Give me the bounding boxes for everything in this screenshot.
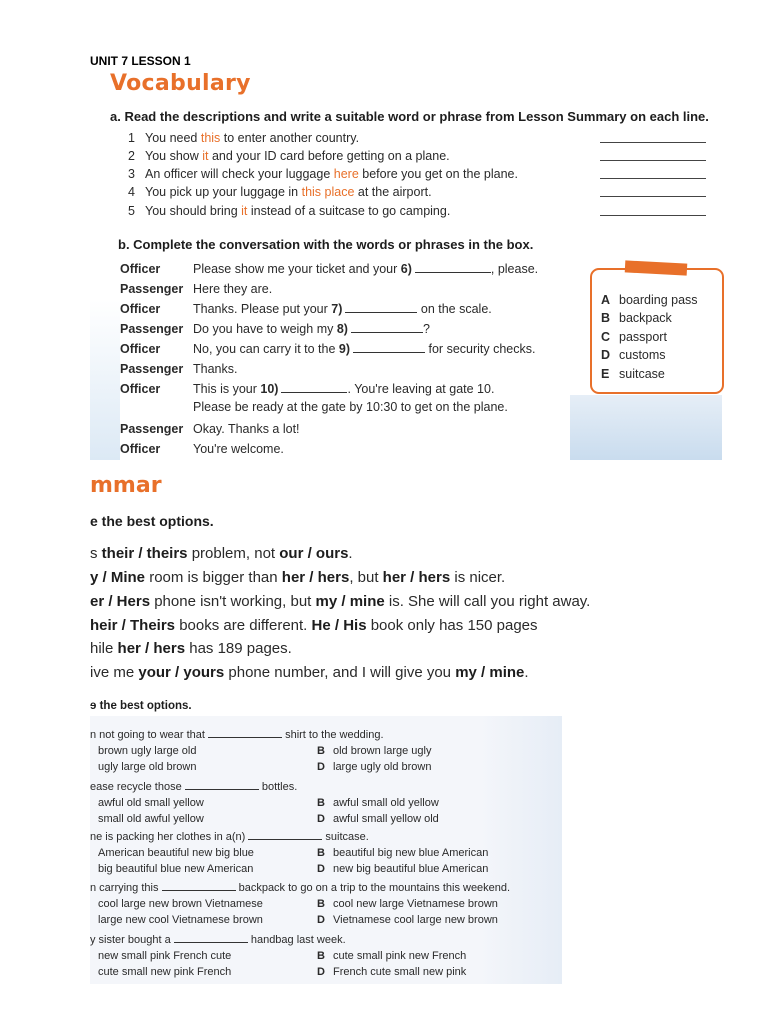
option-text: small old awful yellow bbox=[98, 813, 204, 825]
question-text-pre: n not going to wear that bbox=[90, 729, 209, 741]
item-text-pre: You need bbox=[145, 131, 201, 145]
sentence-text: problem, not bbox=[187, 545, 280, 562]
conversation-line bbox=[120, 262, 538, 276]
item-text-pre: You show bbox=[145, 149, 203, 163]
line-text-pre: You're welcome. bbox=[193, 442, 284, 456]
option-text: new big beautiful blue American bbox=[333, 863, 489, 875]
option-text: cool new large Vietnamese brown bbox=[333, 898, 498, 910]
item-text-pre: You pick up your luggage in bbox=[145, 185, 302, 199]
sentence-text: has 189 pages. bbox=[185, 640, 292, 657]
item-text-post: to enter another country. bbox=[220, 131, 360, 145]
answer-option[interactable] bbox=[98, 761, 196, 773]
option-text: American beautiful new big blue bbox=[98, 847, 254, 859]
sentence-text: room is bigger than bbox=[145, 569, 282, 586]
grammar-sentence bbox=[90, 569, 505, 586]
option-choice[interactable]: er / Hers bbox=[90, 593, 151, 610]
unit-heading: UNIT 7 LESSON 1 bbox=[90, 54, 191, 68]
word-box-item bbox=[601, 311, 672, 325]
option-letter: C bbox=[601, 330, 611, 344]
answer-option[interactable] bbox=[317, 914, 498, 926]
conversation-line bbox=[120, 362, 237, 376]
sentence-text: books are different. bbox=[175, 617, 312, 634]
item-text-post: before you get on the plane. bbox=[358, 167, 518, 181]
item-text-pre: An officer will check your luggage bbox=[145, 167, 334, 181]
speaker-name: Officer bbox=[120, 302, 161, 316]
sentence-text: book only has 150 pages bbox=[366, 617, 538, 634]
answer-option[interactable] bbox=[98, 813, 204, 825]
word-box-item bbox=[601, 348, 666, 362]
answer-option[interactable] bbox=[98, 966, 231, 978]
blank-number: 8) bbox=[336, 322, 348, 336]
question-text-pre: n carrying this bbox=[90, 882, 162, 894]
answer-option[interactable] bbox=[98, 797, 204, 809]
word-box-item bbox=[601, 367, 665, 381]
option-text: backpack bbox=[619, 311, 672, 325]
option-letter: D bbox=[317, 813, 325, 825]
item-highlight: it bbox=[202, 149, 209, 163]
exercise-background-fade bbox=[480, 716, 562, 984]
blank-number: 9) bbox=[338, 342, 351, 356]
line-text-post: on the scale. bbox=[417, 302, 492, 316]
question-text-post: handbag last week. bbox=[247, 934, 346, 946]
option-text: French cute small new pink bbox=[333, 966, 467, 978]
sentence-text: ive me bbox=[90, 664, 139, 681]
answer-blank[interactable] bbox=[353, 342, 425, 353]
answer-line[interactable] bbox=[600, 196, 706, 197]
conversation-line bbox=[120, 322, 430, 336]
grammar-sentence bbox=[90, 664, 529, 681]
item-text-post: and your ID card before getting on a plane. bbox=[208, 149, 450, 163]
option-choice[interactable]: my / mine bbox=[315, 593, 385, 610]
option-choice[interactable]: her / hers bbox=[281, 569, 350, 586]
option-text: boarding pass bbox=[619, 293, 698, 307]
grammar-sentence bbox=[90, 640, 292, 657]
option-choice[interactable]: my / mine bbox=[455, 664, 525, 681]
option-choice[interactable]: heir / Theirs bbox=[90, 617, 176, 634]
question-stem bbox=[90, 781, 297, 793]
description-item bbox=[128, 204, 450, 218]
answer-option[interactable] bbox=[317, 898, 498, 910]
answer-option[interactable] bbox=[98, 950, 231, 962]
option-text: cool large new brown Vietnamese bbox=[98, 898, 263, 910]
question-text-post: shirt to the wedding. bbox=[282, 729, 384, 741]
option-text: cute small new pink French bbox=[98, 966, 232, 978]
blank-number: 7) bbox=[331, 302, 343, 316]
question-stem bbox=[90, 934, 346, 946]
option-choice[interactable]: their / theirs bbox=[101, 545, 188, 562]
exercise3-title-text: the best options. bbox=[99, 700, 192, 712]
sentence-text: phone number, and I will give you bbox=[224, 664, 456, 681]
option-choice[interactable]: He / His bbox=[311, 617, 367, 634]
speaker-name: Passenger bbox=[120, 282, 184, 296]
answer-option[interactable] bbox=[317, 813, 439, 825]
line-text-pre: Please show me your ticket and your bbox=[193, 262, 401, 276]
option-text: brown ugly large old bbox=[98, 745, 197, 757]
exercise3-instruction bbox=[90, 700, 192, 712]
sentence-text: phone isn't working, but bbox=[150, 593, 316, 610]
option-text: ugly large old brown bbox=[98, 761, 197, 773]
speaker-name: Officer bbox=[120, 382, 161, 396]
question-text-post: suitcase. bbox=[322, 831, 369, 843]
option-letter: B bbox=[317, 797, 325, 809]
option-letter: B bbox=[317, 745, 325, 757]
conversation-line bbox=[120, 400, 508, 414]
background-photo-fragment bbox=[570, 395, 722, 460]
option-letter: B bbox=[317, 898, 325, 910]
option-text: passport bbox=[619, 330, 667, 344]
option-text: customs bbox=[619, 348, 666, 362]
description-item bbox=[128, 149, 450, 163]
answer-option[interactable] bbox=[317, 966, 466, 978]
option-choice[interactable]: your / yours bbox=[138, 664, 225, 681]
option-choice[interactable]: Mine bbox=[110, 569, 146, 586]
item-number: 1 bbox=[128, 131, 135, 145]
description-item bbox=[128, 185, 432, 199]
option-letter: D bbox=[317, 863, 325, 875]
line-text-pre: Thanks. Please put your bbox=[193, 302, 332, 316]
conversation-line bbox=[120, 442, 284, 456]
question-stem bbox=[90, 831, 369, 843]
item-highlight: here bbox=[333, 167, 359, 181]
answer-blank[interactable] bbox=[281, 382, 347, 393]
line-text-post: . You're leaving at gate 10. bbox=[347, 382, 495, 396]
option-text: beautiful big new blue American bbox=[333, 847, 489, 859]
sentence-text: s bbox=[90, 545, 102, 562]
line-text-pre: This is your bbox=[193, 382, 261, 396]
description-item bbox=[128, 131, 359, 145]
line-text-pre: No, you can carry it to the bbox=[193, 342, 339, 356]
option-letter: D bbox=[601, 348, 611, 362]
exercise3-bullet: ɘ bbox=[90, 700, 100, 712]
item-number: 2 bbox=[128, 149, 135, 163]
line-text-pre: Please be ready at the gate by 10:30 to get on the plane. bbox=[193, 400, 508, 414]
conversation-line bbox=[120, 422, 300, 436]
blank-number: 10) bbox=[260, 382, 279, 396]
sentence-text: is. She will call you right away. bbox=[384, 593, 591, 610]
line-text-pre: Do you have to weigh my bbox=[193, 322, 337, 336]
answer-option[interactable] bbox=[317, 950, 466, 962]
answer-option[interactable] bbox=[317, 863, 488, 875]
grammar-sentence bbox=[90, 545, 353, 562]
sentence-text: , but bbox=[349, 569, 383, 586]
description-item bbox=[128, 167, 518, 181]
option-choice[interactable]: her / hers bbox=[117, 640, 186, 657]
question-text-pre: ease recycle those bbox=[90, 781, 185, 793]
conversation-line bbox=[120, 342, 535, 356]
option-letter: A bbox=[601, 293, 611, 307]
option-text: suitcase bbox=[619, 367, 665, 381]
conversation-line bbox=[120, 282, 272, 296]
answer-line[interactable] bbox=[600, 142, 706, 143]
background-strip bbox=[90, 300, 120, 460]
answer-option[interactable] bbox=[98, 914, 263, 926]
option-text: new small pink French cute bbox=[98, 950, 232, 962]
item-text-post: instead of a suitcase to go camping. bbox=[247, 204, 451, 218]
answer-blank[interactable] bbox=[174, 934, 248, 943]
section-b-instruction: b. Complete the conversation with the words or phrases in the box. bbox=[118, 237, 534, 252]
question-text-post: backpack to go on a trip to the mountains this weekend. bbox=[235, 882, 511, 894]
speaker-name: Officer bbox=[120, 342, 161, 356]
item-text-post: at the airport. bbox=[354, 185, 432, 199]
answer-blank[interactable] bbox=[162, 882, 236, 891]
conversation-line bbox=[120, 302, 492, 316]
answer-option[interactable] bbox=[98, 745, 196, 757]
answer-option[interactable] bbox=[98, 863, 253, 875]
answer-line[interactable] bbox=[600, 160, 706, 161]
speaker-name: Officer bbox=[120, 262, 161, 276]
option-text: large new cool Vietnamese brown bbox=[98, 914, 263, 926]
option-text: large ugly old brown bbox=[333, 761, 432, 773]
answer-option[interactable] bbox=[317, 847, 488, 859]
option-choice[interactable]: our / ours bbox=[279, 545, 349, 562]
item-number: 4 bbox=[128, 185, 135, 199]
question-stem bbox=[90, 882, 510, 894]
option-letter: B bbox=[317, 950, 325, 962]
answer-line[interactable] bbox=[600, 215, 706, 216]
answer-option[interactable] bbox=[98, 898, 263, 910]
speaker-name: Passenger bbox=[120, 322, 184, 336]
option-letter: D bbox=[317, 966, 325, 978]
blank-number: 6) bbox=[400, 262, 412, 276]
item-number: 3 bbox=[128, 167, 135, 181]
question-text-post: bottles. bbox=[258, 781, 298, 793]
line-text-pre: Here they are. bbox=[193, 282, 273, 296]
option-letter: D bbox=[317, 761, 325, 773]
answer-blank[interactable] bbox=[351, 322, 423, 333]
line-text-post: for security checks. bbox=[425, 342, 536, 356]
speaker-name: Officer bbox=[120, 442, 161, 456]
item-highlight: it bbox=[241, 204, 248, 218]
answer-blank[interactable] bbox=[248, 831, 322, 840]
section-a-instruction: a. Read the descriptions and write a suitable word or phrase from Lesson Summary on each line. bbox=[110, 109, 709, 124]
option-text: awful small old yellow bbox=[333, 797, 439, 809]
answer-line[interactable] bbox=[600, 178, 706, 179]
vocabulary-title: Vocabulary bbox=[110, 71, 251, 96]
sentence-text: hile bbox=[90, 640, 118, 657]
grammar-sentence bbox=[90, 593, 590, 610]
item-text-pre: You should bring bbox=[145, 204, 242, 218]
question-text-pre: ne is packing her clothes in a(n) bbox=[90, 831, 249, 843]
option-choice[interactable]: y / bbox=[90, 569, 111, 586]
line-text-post: , please. bbox=[490, 262, 539, 276]
option-text: Vietnamese cool large new brown bbox=[333, 914, 498, 926]
sentence-text: is nicer. bbox=[450, 569, 506, 586]
speaker-name: Passenger bbox=[120, 422, 184, 436]
conversation-line bbox=[120, 382, 494, 396]
answer-option[interactable] bbox=[98, 847, 254, 859]
speaker-name: Passenger bbox=[120, 362, 184, 376]
option-text: old brown large ugly bbox=[333, 745, 432, 757]
line-text-pre: Okay. Thanks a lot! bbox=[193, 422, 300, 436]
question-text-pre: y sister bought a bbox=[90, 934, 174, 946]
item-highlight: this bbox=[200, 131, 221, 145]
answer-blank[interactable] bbox=[345, 302, 417, 313]
option-text: cute small pink new French bbox=[333, 950, 467, 962]
answer-blank[interactable] bbox=[415, 262, 491, 273]
answer-option[interactable] bbox=[317, 761, 431, 773]
word-box-item bbox=[601, 293, 698, 307]
answer-blank[interactable] bbox=[185, 781, 259, 790]
option-text: big beautiful blue new American bbox=[98, 863, 254, 875]
item-number: 5 bbox=[128, 204, 135, 218]
option-choice[interactable]: her / hers bbox=[382, 569, 451, 586]
option-letter: E bbox=[601, 367, 610, 381]
answer-option[interactable] bbox=[317, 745, 431, 757]
answer-option[interactable] bbox=[317, 797, 439, 809]
option-letter: B bbox=[601, 311, 611, 325]
option-text: awful small yellow old bbox=[333, 813, 439, 825]
item-highlight: this place bbox=[301, 185, 355, 199]
sentence-text: . bbox=[524, 664, 529, 681]
grammar-sentence bbox=[90, 617, 538, 634]
answer-blank[interactable] bbox=[208, 729, 282, 738]
sentence-text: . bbox=[348, 545, 353, 562]
option-letter: B bbox=[317, 847, 325, 859]
option-text: awful old small yellow bbox=[98, 797, 204, 809]
option-letter: D bbox=[317, 914, 325, 926]
grammar-title: mmar bbox=[90, 473, 162, 498]
question-stem bbox=[90, 729, 384, 741]
line-text-post: ? bbox=[422, 322, 430, 336]
grammar-instruction: e the best options. bbox=[90, 513, 214, 529]
word-box-item bbox=[601, 330, 667, 344]
line-text-pre: Thanks. bbox=[193, 362, 238, 376]
